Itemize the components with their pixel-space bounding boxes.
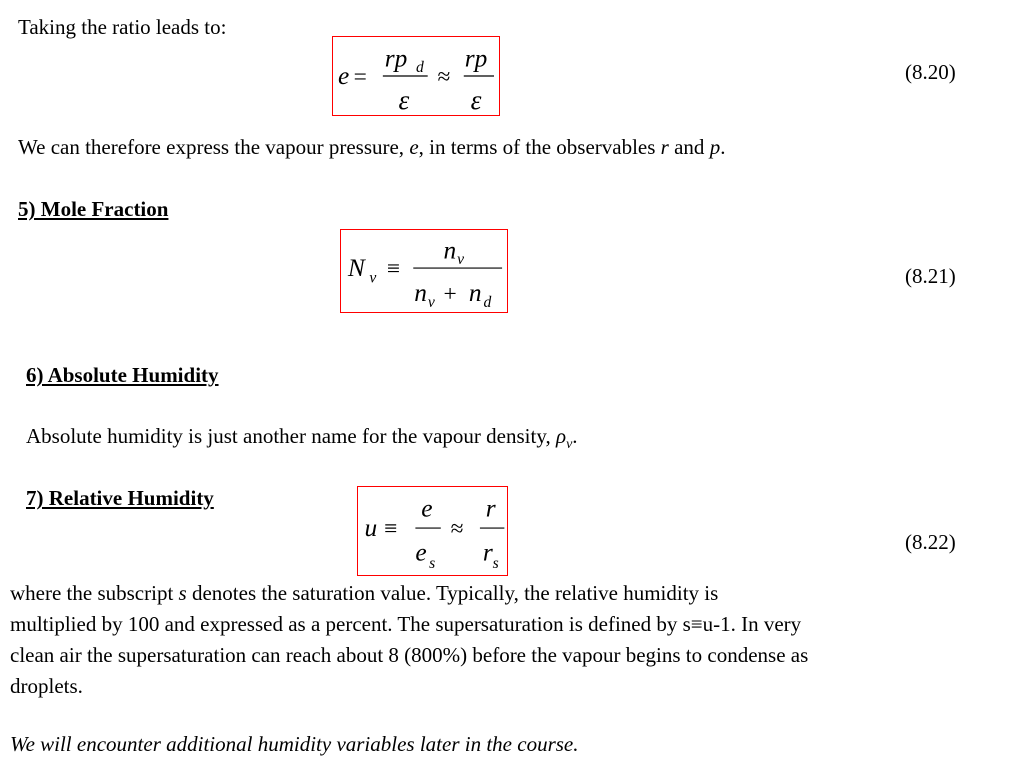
equation-number-8-22: (8.22) [905, 530, 956, 554]
eq-8-22-num1: e [421, 494, 433, 523]
eq-8-21-num: n [443, 236, 457, 265]
absolute-humidity-text [26, 421, 578, 460]
intro-text: Taking the ratio leads to: [18, 15, 227, 39]
rho-subscript: v [566, 437, 573, 453]
vapour-sentence-p: p [709, 135, 721, 159]
absolute-humidity-part: Absolute humidity is just another name for the vapour density, [26, 424, 556, 448]
eq-8-22-den1-sub: s [429, 555, 436, 573]
equation-8-20-box [332, 36, 500, 116]
eq-8-22-lhs: u [364, 513, 378, 542]
rho-symbol: ρ [555, 424, 567, 448]
vapour-sentence-part: , in terms of the observables [418, 135, 661, 159]
eq-8-22-den1: e [415, 538, 427, 567]
vapour-sentence-r: r [660, 135, 669, 159]
eq-8-21-den-a-sub: v [427, 294, 435, 312]
eq-8-21-lhs: N [347, 253, 365, 282]
eq-8-20-equals: = [353, 63, 367, 90]
eq-8-20-approx: ≈ [437, 63, 451, 90]
saturation-paragraph [10, 578, 995, 702]
eq-8-20-den1: ε [398, 85, 410, 116]
paragraph-line-2: multiplied by 100 and expressed as a percent. The supersaturation is defined by s≡u-1. In very [10, 612, 802, 636]
eq-8-20-den2: ε [470, 85, 482, 116]
vapour-sentence-part: . [720, 135, 726, 159]
eq-8-21-plus: + [443, 281, 457, 308]
eq-8-22-equiv: ≡ [384, 515, 398, 542]
section-heading-absolute-humidity: 6) Absolute Humidity [26, 363, 219, 387]
section-heading-relative-humidity: 7) Relative Humidity [26, 486, 214, 510]
paragraph-line-1 [10, 578, 995, 609]
eq-8-22-den2: r [482, 538, 493, 567]
paragraph-line-4: droplets. [10, 674, 83, 698]
eq-8-21-den-b-sub: d [483, 294, 492, 312]
section-heading-mole-fraction: 5) Mole Fraction [18, 197, 169, 221]
eq-8-21-equiv: ≡ [386, 255, 401, 282]
equation-8-22-box [357, 486, 508, 576]
eq-8-20-num1-sub: d [416, 59, 424, 77]
equation-number-8-20: (8.20) [905, 60, 956, 84]
vapour-pressure-sentence [18, 132, 725, 163]
equation-8-22 [358, 487, 507, 575]
eq-8-21-num-sub: v [457, 251, 465, 269]
eq-8-22-den2-sub: s [492, 555, 499, 573]
equation-8-20 [333, 37, 499, 115]
eq-8-20-num1: rp [384, 44, 408, 73]
paragraph-line-3: clean air the supersaturation can reach about 8 (800%) before the vapour begins to condense as [10, 643, 809, 667]
equation-8-21 [341, 230, 507, 312]
vapour-sentence-e: e [409, 135, 419, 159]
eq-8-22-approx: ≈ [450, 515, 464, 542]
closing-note: We will encounter additional humidity variables later in the course. [10, 732, 579, 756]
absolute-humidity-part: . [572, 424, 578, 448]
eq-8-21-den-b: n [468, 279, 482, 308]
eq-8-21-lhs-sub: v [369, 269, 377, 287]
vapour-sentence-part: and [668, 135, 710, 159]
eq-8-22-num2: r [485, 494, 496, 523]
paragraph-part: where the subscript [10, 581, 179, 605]
eq-8-20-num2: rp [464, 44, 488, 73]
paragraph-part: denotes the saturation value. Typically, the relative humidity is [186, 581, 719, 605]
equation-8-21-box [340, 229, 508, 313]
vapour-sentence-part: We can therefore express the vapour pressure, [18, 135, 410, 159]
eq-8-20-lhs: e [338, 61, 350, 90]
eq-8-21-den-a: n [414, 279, 427, 308]
subscript-s-word: s [178, 581, 187, 605]
equation-number-8-21: (8.21) [905, 264, 956, 288]
